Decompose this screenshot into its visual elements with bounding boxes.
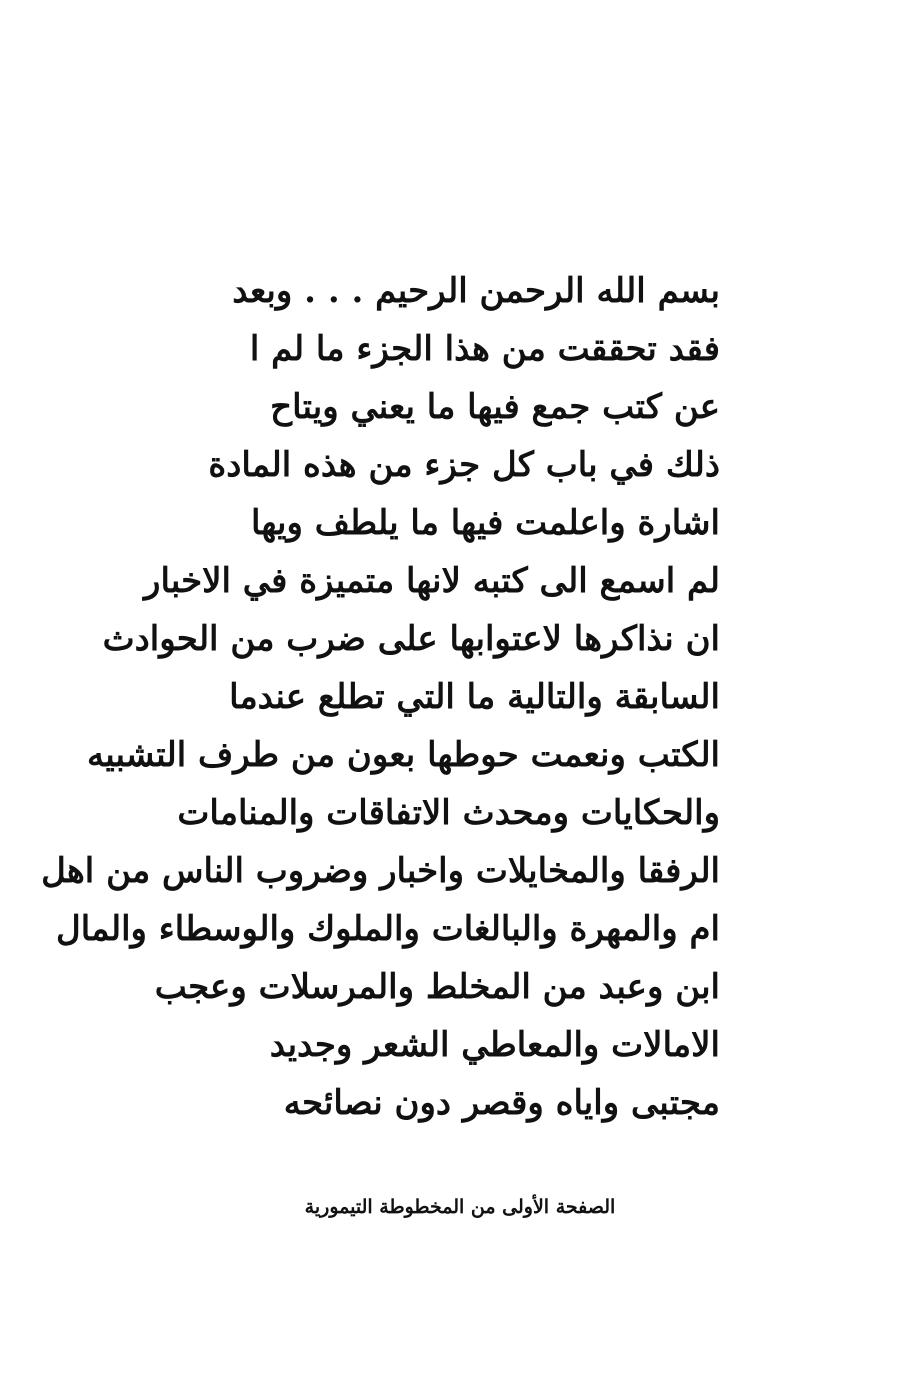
figure-caption: الصفحة الأولى من المخطوطة التيمورية [304, 1196, 616, 1218]
manuscript-line: الامالات والمعاطي الشعر وجديد [269, 1025, 720, 1065]
manuscript-line: عن كتب جمع فيها ما يعني ويتاح [270, 387, 720, 427]
manuscript-line: لم اسمع الى كتبه لانها متميزة في الاخبار [144, 561, 720, 601]
manuscript-line: ان نذاكرها لاعتوابها على ضرب من الحوادث [102, 619, 720, 659]
manuscript-line: اشارة واعلمت فيها ما يلطف ويها [251, 503, 720, 543]
manuscript-line: الكتب ونعمت حوطها بعون من طرف التشبيه [87, 735, 720, 775]
manuscript-page-image [41, 262, 720, 1142]
manuscript-line: ام والمهرة والبالغات والملوك والوسطاء والمال [56, 909, 720, 949]
manuscript-line: الرفقا والمخايلات واخبار وضروب الناس من اهل [41, 851, 720, 891]
manuscript-line: والحكايات ومحدث الاتفاقات والمنامات [177, 793, 720, 833]
manuscript-line: ذلك في باب كل جزء من هذه المادة [208, 445, 720, 485]
manuscript-line: السابقة والتالية ما التي تطلع عندما [229, 677, 720, 717]
manuscript-line: ابن وعبد من المخلط والمرسلات وعجب [154, 967, 720, 1007]
manuscript-line: بسم الله الرحمن الرحيم . . . وبعد [232, 271, 720, 311]
manuscript-line: فقد تحققت من هذا الجزء ما لم ا [249, 329, 720, 369]
manuscript-line: مجتبى واياه وقصر دون نصائحه [283, 1083, 720, 1123]
